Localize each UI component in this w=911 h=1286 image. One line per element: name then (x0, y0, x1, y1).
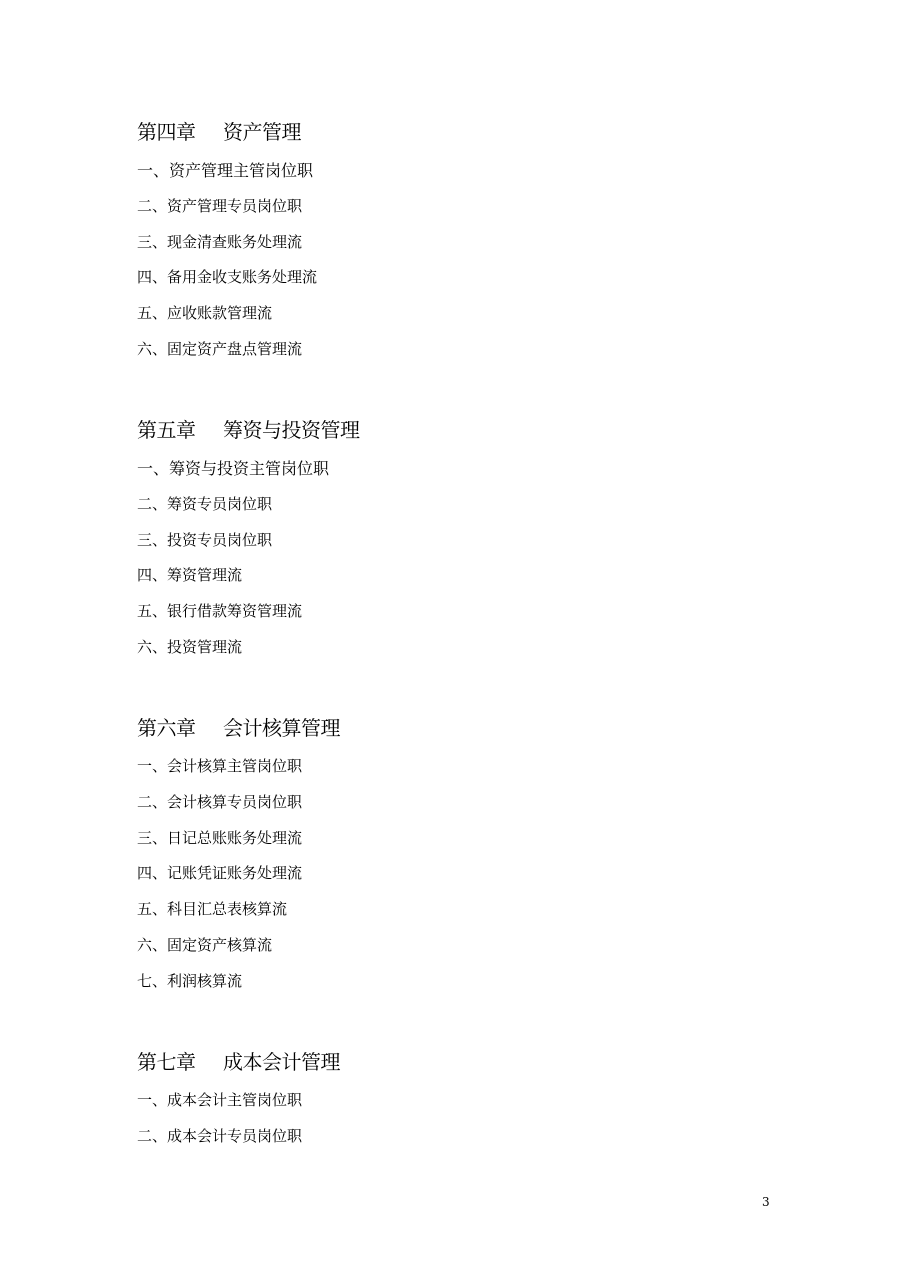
chapter-number: 第六章 (137, 716, 196, 740)
list-item: 一、筹资与投资主管岗位职 (137, 459, 330, 478)
chapter-number: 第四章 (137, 120, 196, 144)
chapter-section (137, 416, 837, 673)
list-item: 五、科目汇总表核算流 (137, 900, 288, 919)
list-item: 三、现金清查账务处理流 (137, 232, 303, 251)
page-number: 3 (762, 1195, 770, 1209)
chapter-title: 资产管理 (223, 120, 301, 144)
list-item: 四、筹资管理流 (137, 566, 243, 585)
list-item: 五、应收账款管理流 (137, 304, 273, 323)
list-item: 五、银行借款筹资管理流 (137, 602, 303, 621)
list-item: 六、固定资产盘点管理流 (137, 339, 303, 358)
chapter-number: 第七章 (137, 1050, 196, 1074)
chapter-title: 成本会计管理 (223, 1050, 340, 1074)
list-item: 六、固定资产核算流 (137, 935, 273, 954)
chapter-heading (137, 118, 837, 146)
chapter-number: 第五章 (137, 418, 196, 442)
list-item: 二、筹资专员岗位职 (137, 494, 273, 513)
list-item: 一、会计核算主管岗位职 (137, 757, 303, 775)
list-item: 一、成本会计主管岗位职 (137, 1091, 303, 1109)
chapter-heading (137, 1048, 837, 1076)
list-item: 四、记账凭证账务处理流 (137, 864, 303, 883)
list-item: 四、备用金收支账务处理流 (137, 268, 318, 287)
list-item: 三、投资专员岗位职 (137, 530, 273, 549)
list-item: 三、日记总账账务处理流 (137, 828, 303, 847)
list-item: 二、会计核算专员岗位职 (137, 792, 303, 811)
chapter-section (137, 1048, 837, 1162)
chapter-section (137, 118, 837, 375)
chapter-heading (137, 714, 837, 742)
chapter-section (137, 714, 837, 1007)
list-item: 二、成本会计专员岗位职 (137, 1126, 303, 1145)
list-item: 二、资产管理专员岗位职 (137, 196, 303, 215)
chapter-title: 会计核算管理 (223, 716, 340, 740)
list-item: 一、资产管理主管岗位职 (137, 161, 314, 180)
list-item: 六、投资管理流 (137, 637, 243, 656)
chapter-title: 筹资与投资管理 (223, 418, 360, 442)
list-item: 七、利润核算流 (137, 971, 243, 990)
chapter-heading (137, 416, 837, 444)
